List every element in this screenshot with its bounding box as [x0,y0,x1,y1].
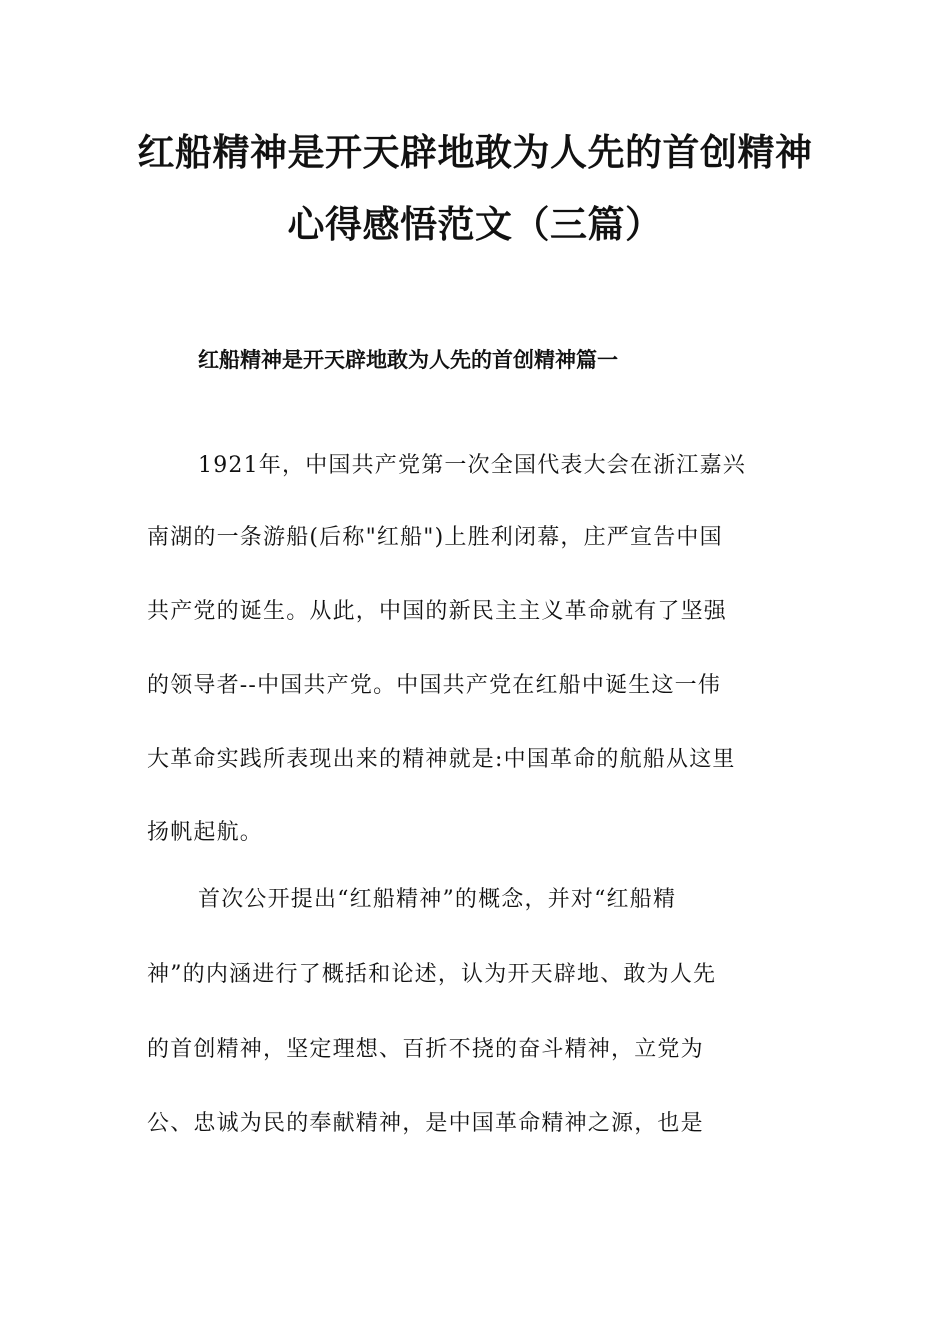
paragraph-2-line-4: 公、忠诚为民的奉献精神，是中国革命精神之源，也是 [147,1111,704,1136]
paragraph-2-line-1: 首次公开提出“红船精神”的概念，并对“红船精 [198,887,677,912]
paragraph-1-line-3: 共产党的诞生。从此，中国的新民主主义革命就有了坚强 [147,599,728,624]
paragraph-1-line-4: 的领导者--中国共产党。中国共产党在红船中诞生这一伟 [147,673,722,698]
document-title-line-1: 红船精神是开天辟地敢为人先的首创精神 [137,131,813,174]
paragraph-1-line-6: 扬帆起航。 [147,820,264,845]
paragraph-2-line-2: 神”的内涵进行了概括和论述，认为开天辟地、敢为人先 [147,962,717,987]
section-heading: 红船精神是开天辟地敢为人先的首创精神篇一 [198,347,618,372]
paragraph-1-line-1: 1921年，中国共产党第一次全国代表大会在浙江嘉兴 [198,453,746,478]
paragraph-2-line-3: 的首创精神，坚定理想、百折不挠的奋斗精神，立党为 [147,1037,704,1062]
paragraph-1-line-2: 南湖的一条游船(后称"红船")上胜利闭幕，庄严宣告中国 [147,525,723,550]
document-title-line-2: 心得感悟范文（三篇） [287,203,663,246]
paragraph-1-line-5: 大革命实践所表现出来的精神就是:中国革命的航船从这里 [147,747,736,772]
